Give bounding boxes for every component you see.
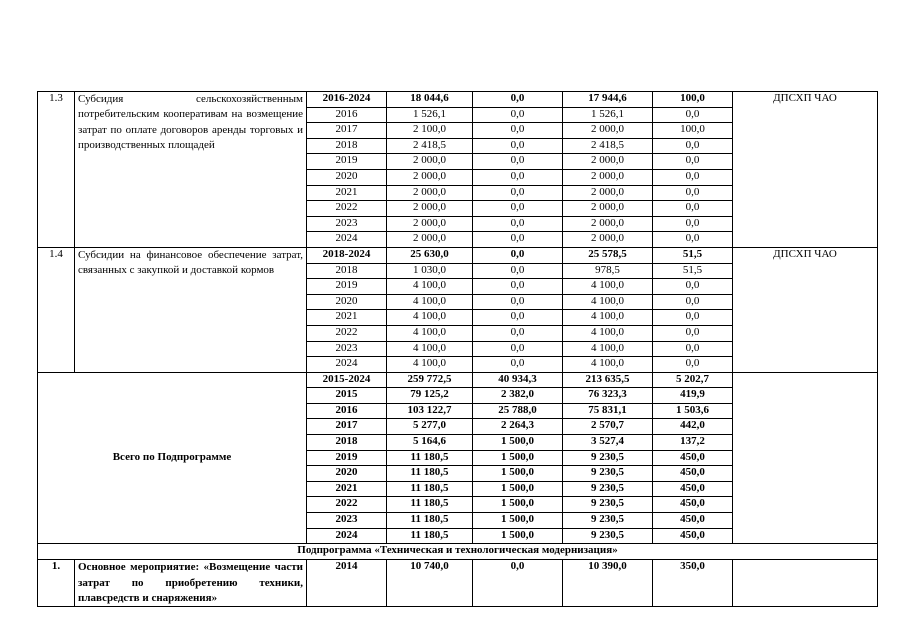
total-cell: 2 418,5 [387,138,473,154]
federal-cell: 0,0 [473,294,563,310]
total-cell: 11 180,5 [387,466,473,482]
total-cell: 2 100,0 [387,123,473,139]
subprogram-total-label: Всего по Подпрограмме [38,372,307,544]
year-cell: 2020 [307,169,387,185]
other-cell: 0,0 [653,185,733,201]
other-cell: 0,0 [653,216,733,232]
regional-cell: 10 390,0 [563,560,653,607]
total-cell: 259 772,5 [387,372,473,388]
other-cell: 450,0 [653,481,733,497]
regional-cell: 978,5 [563,263,653,279]
table-row [38,92,878,108]
total-cell: 4 100,0 [387,310,473,326]
item-description: Субсидии на финансовое обеспечение затрат, связанных с закупкой и доставкой кормов [75,247,307,372]
regional-cell: 2 000,0 [563,216,653,232]
year-cell: 2020 [307,294,387,310]
other-cell: 442,0 [653,419,733,435]
federal-cell: 1 500,0 [473,481,563,497]
year-cell: 2019 [307,154,387,170]
total-cell: 4 100,0 [387,341,473,357]
other-cell: 51,5 [653,263,733,279]
item-description: Субсидия сельскохозяйственным потребительским кооперативам на возмещение затрат по оплате договоров аренды торговых и производственных площадей [75,92,307,248]
responsible-executor [733,560,878,607]
federal-cell: 1 500,0 [473,497,563,513]
other-cell: 0,0 [653,169,733,185]
other-cell: 0,0 [653,232,733,248]
regional-cell: 2 000,0 [563,154,653,170]
federal-cell: 40 934,3 [473,372,563,388]
federal-cell: 2 264,3 [473,419,563,435]
year-cell: 2022 [307,497,387,513]
other-cell: 0,0 [653,107,733,123]
other-cell: 1 503,6 [653,403,733,419]
federal-cell: 0,0 [473,123,563,139]
regional-cell: 76 323,3 [563,388,653,404]
year-cell: 2014 [307,560,387,607]
other-cell: 0,0 [653,201,733,217]
total-cell: 25 630,0 [387,247,473,263]
federal-cell: 1 500,0 [473,450,563,466]
regional-cell: 1 526,1 [563,107,653,123]
other-cell: 0,0 [653,154,733,170]
federal-cell: 0,0 [473,325,563,341]
other-cell: 450,0 [653,466,733,482]
regional-cell: 75 831,1 [563,403,653,419]
other-cell: 350,0 [653,560,733,607]
item-number: 1.3 [38,92,75,248]
federal-cell: 0,0 [473,560,563,607]
year-cell: 2016-2024 [307,92,387,108]
federal-cell: 25 788,0 [473,403,563,419]
federal-cell: 1 500,0 [473,435,563,451]
responsible-executor: ДПСХП ЧАО [733,247,878,372]
year-cell: 2020 [307,466,387,482]
year-cell: 2017 [307,123,387,139]
regional-cell: 9 230,5 [563,466,653,482]
year-cell: 2015-2024 [307,372,387,388]
total-cell: 2 000,0 [387,185,473,201]
total-cell: 1 526,1 [387,107,473,123]
regional-cell: 4 100,0 [563,325,653,341]
regional-cell: 4 100,0 [563,310,653,326]
year-cell: 2016 [307,107,387,123]
other-cell: 450,0 [653,528,733,544]
other-cell: 450,0 [653,513,733,529]
year-cell: 2021 [307,185,387,201]
total-cell: 2 000,0 [387,201,473,217]
year-cell: 2022 [307,201,387,217]
section-header-row [38,544,878,560]
section-title: Подпрограмма «Техническая и технологическая модернизация» [38,544,878,560]
other-cell: 5 202,7 [653,372,733,388]
total-cell: 5 164,6 [387,435,473,451]
regional-cell: 3 527,4 [563,435,653,451]
federal-cell: 0,0 [473,357,563,373]
other-cell: 100,0 [653,123,733,139]
federal-cell: 1 500,0 [473,513,563,529]
federal-cell: 0,0 [473,279,563,295]
total-cell: 11 180,5 [387,528,473,544]
other-cell: 450,0 [653,450,733,466]
total-cell: 79 125,2 [387,388,473,404]
federal-cell: 0,0 [473,169,563,185]
year-cell: 2019 [307,450,387,466]
total-cell: 11 180,5 [387,450,473,466]
federal-cell: 1 500,0 [473,466,563,482]
federal-cell: 0,0 [473,247,563,263]
item-number: 1.4 [38,247,75,372]
other-cell: 419,9 [653,388,733,404]
total-cell: 4 100,0 [387,325,473,341]
federal-cell: 0,0 [473,216,563,232]
total-cell: 4 100,0 [387,279,473,295]
federal-cell: 0,0 [473,185,563,201]
regional-cell: 2 000,0 [563,232,653,248]
federal-cell: 0,0 [473,341,563,357]
year-cell: 2015 [307,388,387,404]
regional-cell: 2 418,5 [563,138,653,154]
regional-cell: 25 578,5 [563,247,653,263]
table-row [38,247,878,263]
other-cell: 0,0 [653,325,733,341]
total-cell: 10 740,0 [387,560,473,607]
item-description: Основное мероприятие: «Возмещение части затрат по приобретению техники, плавсредств и снаряжения» [75,560,307,607]
year-cell: 2018 [307,138,387,154]
year-cell: 2019 [307,279,387,295]
regional-cell: 2 570,7 [563,419,653,435]
total-cell: 2 000,0 [387,169,473,185]
regional-cell: 9 230,5 [563,528,653,544]
year-cell: 2016 [307,403,387,419]
federal-cell: 0,0 [473,154,563,170]
year-cell: 2018-2024 [307,247,387,263]
year-cell: 2023 [307,216,387,232]
regional-cell: 4 100,0 [563,294,653,310]
other-cell: 0,0 [653,357,733,373]
other-cell: 450,0 [653,497,733,513]
regional-cell: 9 230,5 [563,513,653,529]
item-number: 1. [38,560,75,607]
year-cell: 2024 [307,357,387,373]
other-cell: 0,0 [653,138,733,154]
regional-cell: 4 100,0 [563,341,653,357]
other-cell: 137,2 [653,435,733,451]
total-cell: 4 100,0 [387,294,473,310]
federal-cell: 0,0 [473,201,563,217]
federal-cell: 0,0 [473,232,563,248]
federal-cell: 2 382,0 [473,388,563,404]
regional-cell: 9 230,5 [563,497,653,513]
regional-cell: 213 635,5 [563,372,653,388]
year-cell: 2021 [307,310,387,326]
total-row [38,372,878,388]
other-cell: 0,0 [653,294,733,310]
other-cell: 51,5 [653,247,733,263]
federal-cell: 0,0 [473,310,563,326]
responsible-executor-empty [733,372,878,544]
other-cell: 0,0 [653,341,733,357]
year-cell: 2022 [307,325,387,341]
total-cell: 2 000,0 [387,216,473,232]
year-cell: 2017 [307,419,387,435]
year-cell: 2023 [307,341,387,357]
regional-cell: 2 000,0 [563,123,653,139]
year-cell: 2021 [307,481,387,497]
total-cell: 1 030,0 [387,263,473,279]
year-cell: 2023 [307,513,387,529]
total-cell: 2 000,0 [387,154,473,170]
regional-cell: 9 230,5 [563,481,653,497]
total-cell: 4 100,0 [387,357,473,373]
year-cell: 2018 [307,263,387,279]
federal-cell: 1 500,0 [473,528,563,544]
total-cell: 11 180,5 [387,497,473,513]
other-cell: 0,0 [653,279,733,295]
federal-cell: 0,0 [473,263,563,279]
regional-cell: 2 000,0 [563,169,653,185]
total-cell: 11 180,5 [387,481,473,497]
total-cell: 11 180,5 [387,513,473,529]
total-cell: 2 000,0 [387,232,473,248]
year-cell: 2024 [307,528,387,544]
federal-cell: 0,0 [473,138,563,154]
total-cell: 18 044,6 [387,92,473,108]
regional-cell: 17 944,6 [563,92,653,108]
regional-cell: 2 000,0 [563,185,653,201]
regional-cell: 4 100,0 [563,279,653,295]
other-cell: 0,0 [653,310,733,326]
budget-table [37,91,878,607]
federal-cell: 0,0 [473,92,563,108]
year-cell: 2018 [307,435,387,451]
regional-cell: 2 000,0 [563,201,653,217]
regional-cell: 4 100,0 [563,357,653,373]
other-cell: 100,0 [653,92,733,108]
federal-cell: 0,0 [473,107,563,123]
total-cell: 5 277,0 [387,419,473,435]
year-cell: 2024 [307,232,387,248]
table-row [38,560,878,607]
responsible-executor: ДПСХП ЧАО [733,92,878,248]
regional-cell: 9 230,5 [563,450,653,466]
total-cell: 103 122,7 [387,403,473,419]
